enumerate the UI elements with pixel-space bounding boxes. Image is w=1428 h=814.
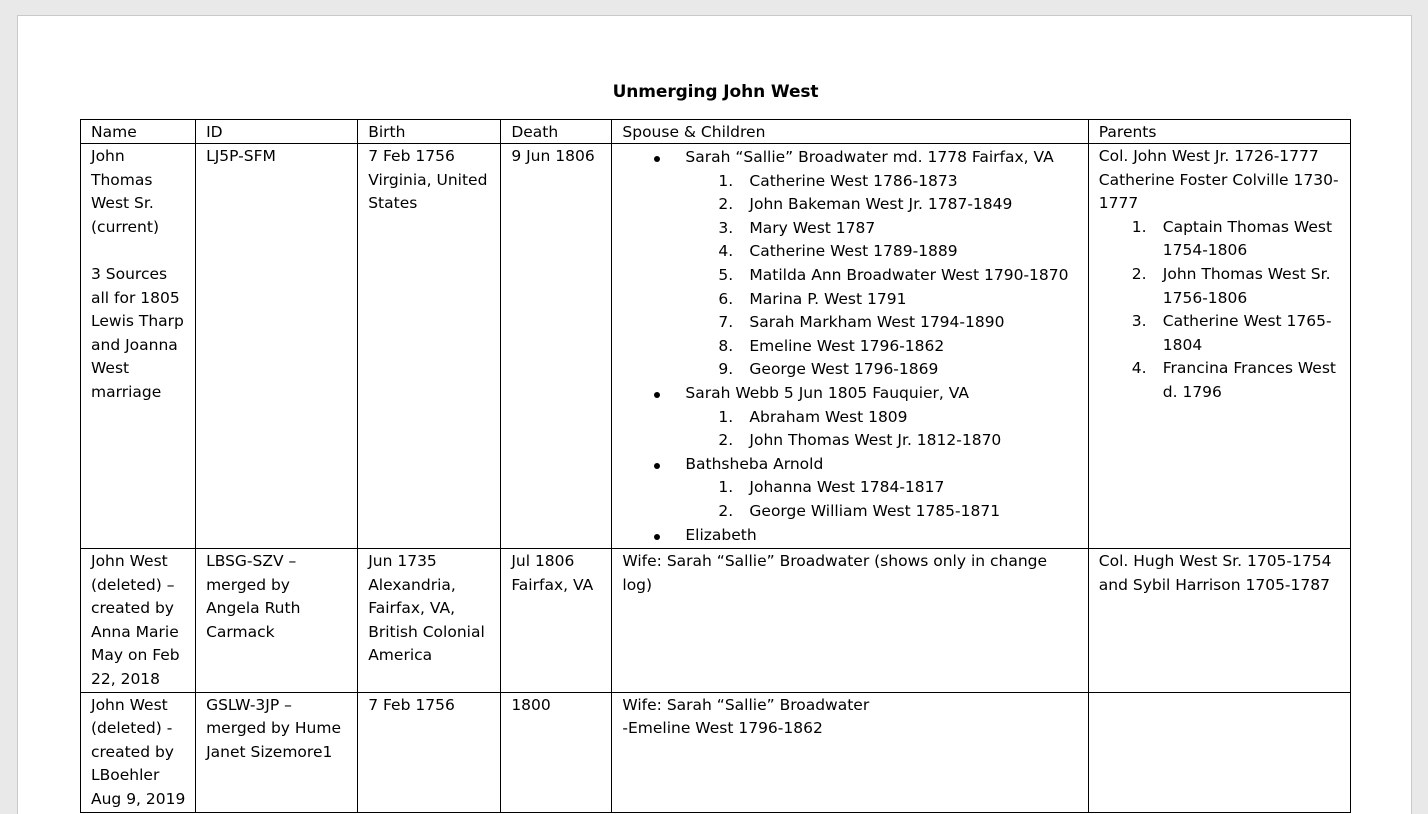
cell-spouse-children [612,144,1088,549]
spouse-item [622,453,1078,524]
spouse-label: Elizabeth [685,525,757,544]
spouse-label: Sarah “Sallie” Broadwater md. 1778 Fairfax, VA [685,148,1054,166]
spouse-label: Sarah Webb 5 Jun 1805 Fauquier, VA [685,383,969,402]
cell-parents [1088,144,1350,549]
child-item: 5. Matilda Ann Broadwater West 1790-1870 [718,265,1069,284]
document-page [17,15,1412,814]
header-birth: Birth [358,120,501,144]
spouse-item [622,382,1078,453]
children-list [685,170,1078,382]
spouse-label: Bathsheba Arnold [685,454,824,473]
cell-id: LJ5P-SFM [196,144,358,549]
cell-spouse-children [612,692,1088,812]
cell-death: Jul 1806 Fairfax, VA [501,549,612,693]
sibling-item: 1. Captain Thomas West 1754-1806 [1131,217,1333,260]
spouse-item [622,524,1078,548]
cell-parents [1088,692,1350,812]
child-item: 2. George William West 1785-1871 [718,501,1001,520]
header-death: Death [501,120,612,144]
child-item: 7. Sarah Markham West 1794-1890 [718,313,1005,332]
cell-name: John West (deleted) – created by Anna Marie May on Feb 22, 2018 [81,549,196,693]
siblings-list [1099,216,1341,405]
child-item: 2. John Thomas West Jr. 1812-1870 [718,431,1002,450]
sibling-item: 4. Francina Frances West d. 1796 [1131,359,1336,401]
child-item: 8. Emeline West 1796-1862 [718,336,945,355]
cell-death: 9 Jun 1806 [501,144,612,549]
sibling-item: 2. John Thomas West Sr. 1756-1806 [1131,264,1331,307]
child-text: -Emeline West 1796-1862 [622,719,823,738]
cell-id: GSLW-3JP – merged by Hume Janet Sizemore1 [196,692,358,812]
child-item: 4. Catherine West 1789-1889 [718,242,958,261]
person-name: John Thomas West Sr. (current) [91,147,160,236]
cell-spouse-children: Wife: Sarah “Sallie” Broadwater (shows only in change log) [612,549,1088,693]
child-item: 1. Johanna West 1784-1817 [718,478,945,497]
parent-mother: Catherine Foster Colville 1730-1777 [1098,170,1339,213]
child-item: 6. Marina P. West 1791 [718,289,907,308]
cell-name [81,144,196,549]
sibling-item: 3. Catherine West 1765-1804 [1131,312,1332,354]
header-parents: Parents [1088,120,1350,144]
document-title: Unmerging John West [612,82,819,102]
cell-birth: Jun 1735 Alexandria, Fairfax, VA, British Colonial America [358,549,501,693]
header-id: ID [196,120,358,144]
table-header-row [81,120,1351,144]
cell-parents: Col. Hugh West Sr. 1705-1754 and Sybil Harrison 1705-1787 [1088,549,1350,693]
child-item: 3. Mary West 1787 [718,218,876,237]
child-item: 9. George West 1796-1869 [718,360,939,379]
spouse-list [622,146,1078,547]
parent-father: Col. John West Jr. 1726-1777 [1098,147,1319,165]
table-row [81,144,1351,549]
cell-name: John West (deleted) - created by LBoehler Aug 9, 2019 [81,692,196,812]
child-item: 1. Abraham West 1809 [718,407,908,426]
cell-death: 1800 [501,692,612,812]
cell-birth: 7 Feb 1756 [358,692,501,812]
child-item: 2. John Bakeman West Jr. 1787-1849 [718,195,1013,214]
header-name: Name [81,120,196,144]
cell-birth: 7 Feb 1756 Virginia, United States [358,144,501,549]
table-row [81,549,1351,693]
genealogy-table [80,119,1351,813]
spouse-text: Wife: Sarah “Sallie” Broadwater [622,695,870,714]
children-list [685,406,1078,453]
cell-id: LBSG-SZV – merged by Angela Ruth Carmack [196,549,358,693]
spouse-item [622,146,1078,382]
children-list [685,476,1078,523]
person-note: 3 Sources all for 1805 Lewis Tharp and Joanna West marriage [91,264,184,401]
child-item: 1. Catherine West 1786-1873 [718,171,958,190]
table-row [81,692,1351,812]
header-spouse-children: Spouse & Children [612,120,1088,144]
